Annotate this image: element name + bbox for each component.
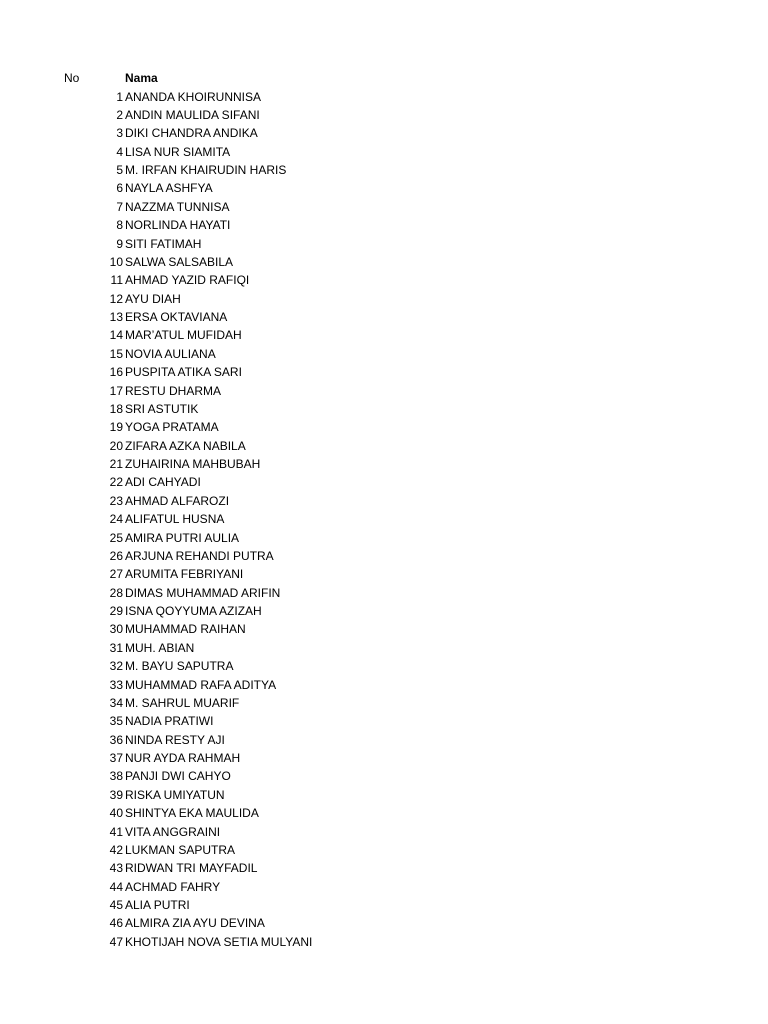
list-item <box>0 677 768 695</box>
list-item <box>0 309 768 327</box>
row-number: 21 <box>109 457 123 472</box>
row-number: 33 <box>109 677 123 692</box>
list-item <box>0 456 768 474</box>
column-header-nama: Nama <box>125 71 158 85</box>
row-number: 36 <box>109 732 123 747</box>
row-name: ISNA QOYYUMA AZIZAH <box>125 604 262 619</box>
row-name: ZIFARA AZKA NABILA <box>125 438 246 453</box>
list-item <box>0 199 768 217</box>
row-number: 13 <box>109 310 123 325</box>
row-name: SITI FATIMAH <box>125 236 202 251</box>
row-number: 40 <box>109 806 123 821</box>
list-item <box>0 383 768 401</box>
row-name: NUR AYDA RAHMAH <box>125 751 241 766</box>
row-name: LUKMAN SAPUTRA <box>125 842 236 857</box>
row-name: RIDWAN TRI MAYFADIL <box>125 861 258 876</box>
row-number: 3 <box>116 126 123 141</box>
row-name: NAZZMA TUNNISA <box>125 199 230 214</box>
row-name: ANDIN MAULIDA SIFANI <box>125 107 260 122</box>
row-name: SRI ASTUTIK <box>125 401 199 416</box>
row-number: 34 <box>109 695 123 710</box>
row-name: NADIA PRATIWI <box>125 714 214 729</box>
row-number: 2 <box>116 107 123 122</box>
row-name: MUHAMMAD RAIHAN <box>125 622 246 637</box>
list-item <box>0 732 768 750</box>
list-item <box>0 327 768 345</box>
list-item <box>0 897 768 915</box>
row-name: ALIFATUL HUSNA <box>125 512 225 527</box>
row-number: 18 <box>109 401 123 416</box>
row-name: ADI CAHYADI <box>125 475 201 490</box>
list-item <box>0 180 768 198</box>
list-item <box>0 879 768 897</box>
list-item <box>0 566 768 584</box>
row-name: YOGA PRATAMA <box>125 420 219 435</box>
row-number: 31 <box>109 640 123 655</box>
list-item <box>0 144 768 162</box>
row-number: 37 <box>109 751 123 766</box>
row-name: NINDA RESTY AJI <box>125 732 225 747</box>
list-item <box>0 401 768 419</box>
row-number: 1 <box>116 89 123 104</box>
row-number: 32 <box>109 659 123 674</box>
row-number: 42 <box>109 842 123 857</box>
list-item <box>0 548 768 566</box>
list-item <box>0 915 768 933</box>
list-item <box>0 530 768 548</box>
list-item <box>0 272 768 290</box>
list-item <box>0 824 768 842</box>
row-name: ALIA PUTRI <box>125 898 190 913</box>
row-number: 26 <box>109 548 123 563</box>
list-item <box>0 713 768 731</box>
row-number: 9 <box>116 236 123 251</box>
list-item <box>0 585 768 603</box>
list-item <box>0 493 768 511</box>
row-name: DIKI CHANDRA ANDIKA <box>125 126 258 141</box>
row-name: ANANDA KHOIRUNNISA <box>125 89 262 104</box>
row-number: 4 <box>116 144 123 159</box>
list-item <box>0 640 768 658</box>
list-item <box>0 860 768 878</box>
row-number: 11 <box>110 273 123 288</box>
row-name: PANJI DWI CAHYO <box>125 769 231 784</box>
row-number: 19 <box>109 420 123 435</box>
row-name: VITA ANGGRAINI <box>125 824 221 839</box>
row-number: 20 <box>109 438 123 453</box>
list-item <box>0 787 768 805</box>
row-name: DIMAS MUHAMMAD ARIFIN <box>125 585 281 600</box>
row-number: 23 <box>109 493 123 508</box>
list-item <box>0 217 768 235</box>
row-number: 46 <box>109 916 123 931</box>
row-number: 17 <box>109 383 123 398</box>
list-item <box>0 125 768 143</box>
list-item <box>0 438 768 456</box>
row-number: 43 <box>109 861 123 876</box>
row-number: 10 <box>109 254 123 269</box>
row-name: AHMAD ALFAROZI <box>125 493 230 508</box>
row-number: 38 <box>109 769 123 784</box>
row-number: 28 <box>109 585 123 600</box>
row-name: M. SAHRUL MUARIF <box>125 695 240 710</box>
row-name: KHOTIJAH NOVA SETIA MULYANI <box>125 934 313 949</box>
list-item <box>0 236 768 254</box>
row-name: NORLINDA HAYATI <box>125 218 231 233</box>
row-name: ACHMAD FAHRY <box>125 879 221 894</box>
list-item <box>0 474 768 492</box>
row-name: LISA NUR SIAMITA <box>125 144 231 159</box>
row-number: 30 <box>109 622 123 637</box>
row-name: NOVIA AULIANA <box>125 346 216 361</box>
row-name: NAYLA ASHFYA <box>125 181 213 196</box>
list-item <box>0 695 768 713</box>
row-number: 41 <box>109 824 123 839</box>
row-name: AYU DIAH <box>125 291 181 306</box>
column-header-no: No <box>64 71 80 85</box>
row-name: SALWA SALSABILA <box>125 254 234 269</box>
row-name: ARJUNA REHANDI PUTRA <box>125 548 274 563</box>
row-name: AMIRA PUTRI AULIA <box>125 530 240 545</box>
row-name: RISKA UMIYATUN <box>125 787 225 802</box>
row-number: 25 <box>109 530 123 545</box>
list-item <box>0 805 768 823</box>
row-name: M. IRFAN KHAIRUDIN HARIS <box>125 163 287 178</box>
row-number: 22 <box>109 475 123 490</box>
row-name: MUH. ABIAN <box>125 640 195 655</box>
row-name: ARUMITA FEBRIYANI <box>125 567 244 582</box>
row-name: PUSPITA ATIKA SARI <box>125 365 242 380</box>
row-number: 27 <box>109 567 123 582</box>
list-item <box>0 162 768 180</box>
list-item <box>0 89 768 107</box>
row-name: M. BAYU SAPUTRA <box>125 659 234 674</box>
list-item <box>0 750 768 768</box>
row-name: AHMAD YAZID RAFIQI <box>125 273 250 288</box>
row-number: 35 <box>109 714 123 729</box>
row-name: RESTU DHARMA <box>125 383 222 398</box>
list-item <box>0 107 768 125</box>
row-number: 15 <box>109 346 123 361</box>
list-item <box>0 934 768 952</box>
row-number: 45 <box>109 898 123 913</box>
row-number: 5 <box>116 163 123 178</box>
row-number: 39 <box>109 787 123 802</box>
row-name: SHINTYA EKA MAULIDA <box>125 806 259 821</box>
list-item <box>0 842 768 860</box>
list-item <box>0 419 768 437</box>
row-number: 12 <box>109 291 123 306</box>
row-name: ZUHAIRINA MAHBUBAH <box>125 457 261 472</box>
row-number: 16 <box>109 365 123 380</box>
row-name: ERSA OKTAVIANA <box>125 310 228 325</box>
list-item <box>0 658 768 676</box>
list-item <box>0 768 768 786</box>
list-item <box>0 346 768 364</box>
list-item <box>0 621 768 639</box>
list-item <box>0 291 768 309</box>
row-number: 6 <box>116 181 123 196</box>
row-number: 29 <box>109 604 123 619</box>
row-number: 8 <box>116 218 123 233</box>
row-number: 44 <box>109 879 123 894</box>
row-name: ALMIRA ZIA AYU DEVINA <box>125 916 265 931</box>
row-number: 47 <box>109 934 123 949</box>
list-item <box>0 603 768 621</box>
name-list <box>0 89 768 953</box>
row-name: MAR’ATUL MUFIDAH <box>125 328 242 343</box>
row-number: 14 <box>109 328 123 343</box>
row-number: 24 <box>109 512 123 527</box>
list-item <box>0 364 768 382</box>
row-number: 7 <box>116 199 123 214</box>
row-name: MUHAMMAD RAFA ADITYA <box>125 677 277 692</box>
list-item <box>0 254 768 272</box>
list-item <box>0 511 768 529</box>
